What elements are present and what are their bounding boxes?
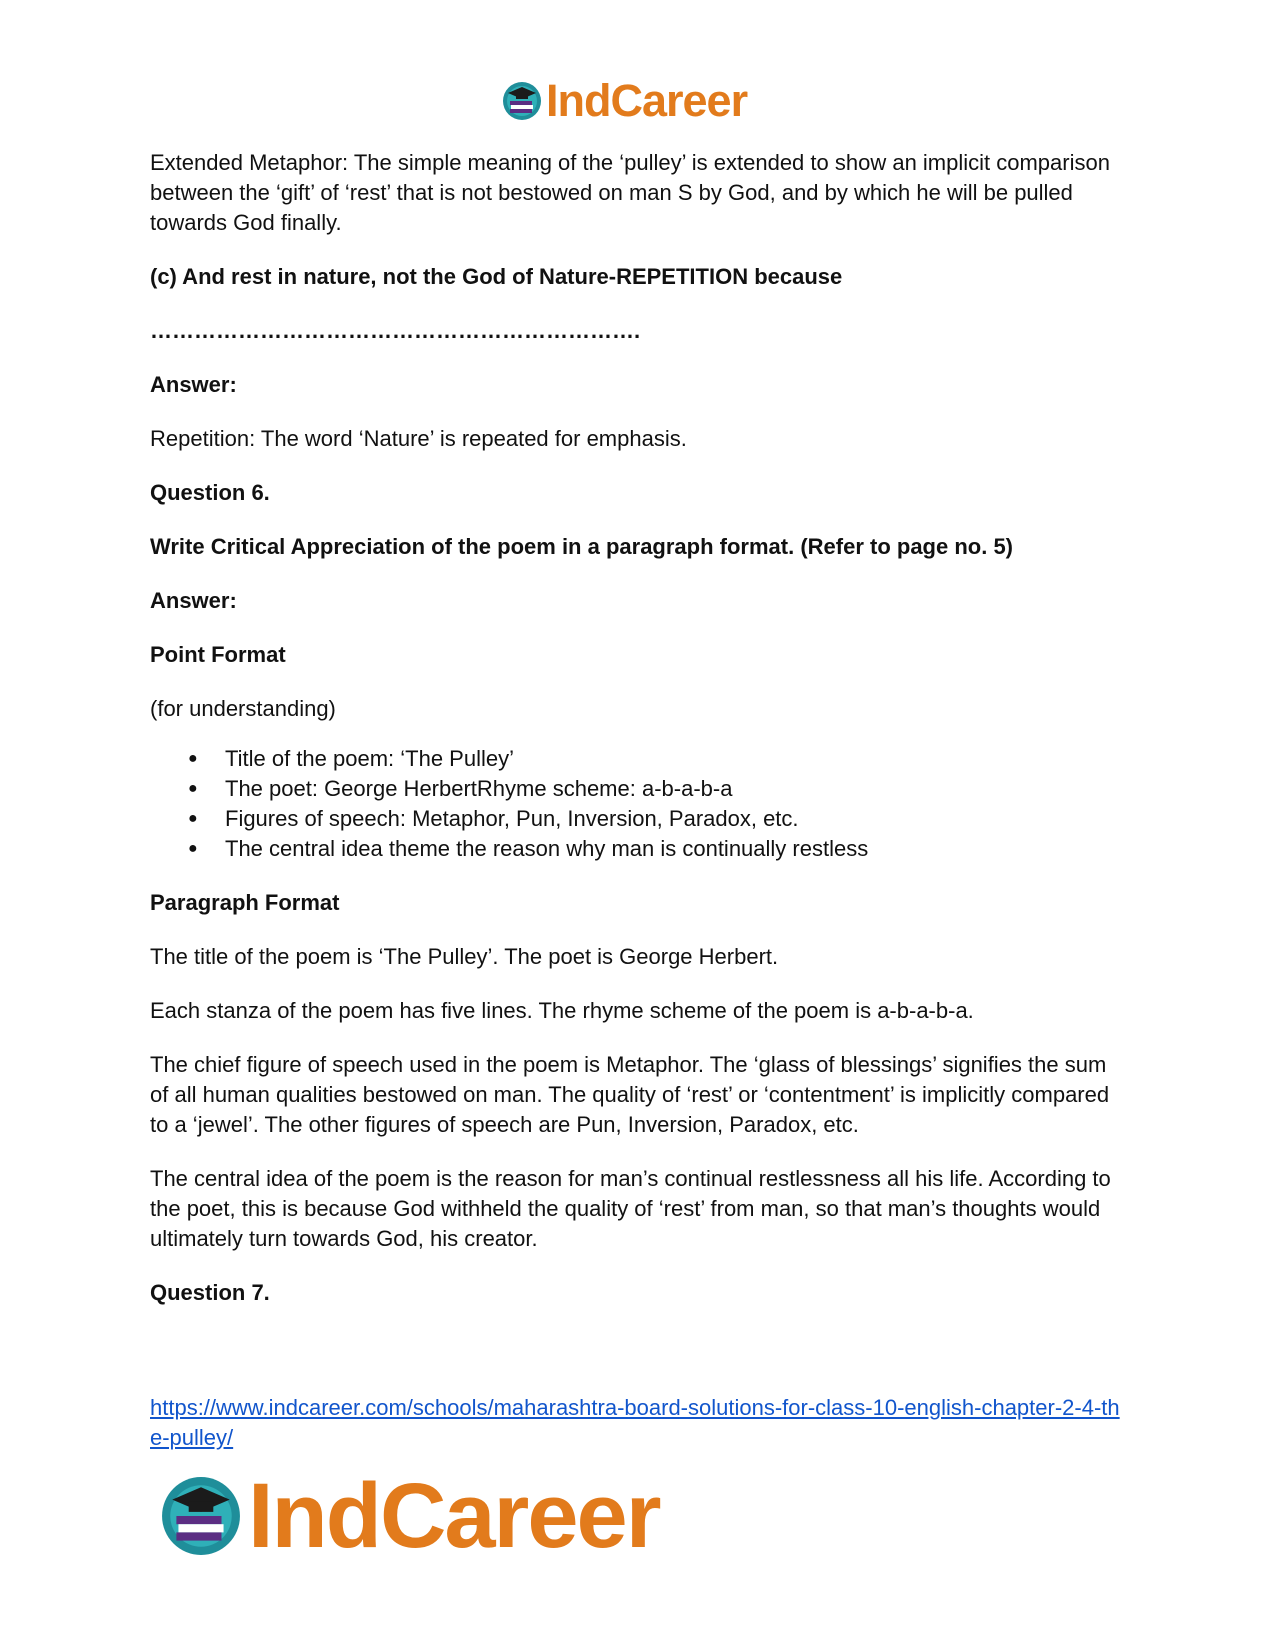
question-6-text: Write Critical Appreciation of the poem in a paragraph format. (Refer to page no. 5) <box>150 534 1014 559</box>
answer-label: Answer: <box>150 372 237 397</box>
graduation-book-icon <box>160 1475 242 1557</box>
header-logo <box>502 75 748 126</box>
list-item: ● Figures of speech: Metaphor, Pun, Inversion, Paradox, etc. <box>225 804 1130 834</box>
list-item: ● Title of the poem: ‘The Pulley’ <box>225 744 1130 774</box>
question-c: (c) And rest in nature, not the God of Nature-REPETITION because <box>150 264 843 289</box>
logo-text: IndCareer <box>546 75 748 126</box>
repetition-answer: Repetition: The word ‘Nature’ is repeated for emphasis. <box>150 426 687 451</box>
document-body <box>150 148 1130 1308</box>
list-item: ● The poet: George HerbertRhyme scheme: a-b-a-b-a <box>225 774 1130 804</box>
point-format-heading: Point Format <box>150 642 286 667</box>
footer-link[interactable]: https://www.indcareer.com/schools/maharashtra-board-solutions-for-class-10-english-chapter-2-4-the-pulley/ <box>150 1395 1120 1450</box>
graduation-book-icon <box>502 81 542 121</box>
question-7-heading: Question 7. <box>150 1280 270 1305</box>
answer-label: Answer: <box>150 588 237 613</box>
figure-of-speech-paragraph: The chief figure of speech used in the poem is Metaphor. The ‘glass of blessings’ signifies the sum of all human qualities bestowed on man. The quality of ‘rest’ or ‘contentment’ is implicitly compared to a ‘jewel’. The other figures of speech are Pun, Inversion, Paradox, etc. <box>150 1052 1110 1137</box>
footer-logo <box>160 1465 660 1567</box>
title-paragraph: The title of the poem is ‘The Pulley’. The poet is George Herbert. <box>150 944 779 969</box>
point-list <box>150 744 1130 864</box>
list-item: ● The central idea theme the reason why man is continually restless <box>225 834 1130 864</box>
answer-blank-dots: …………………………………………………………. <box>150 318 641 343</box>
central-idea-paragraph: The central idea of the poem is the reason for man’s continual restlessness all his life. According to the poet, this is because God withheld the quality of ‘rest’ from man, so that man’s thoughts would ultimately turn towards God, his creator. <box>150 1166 1111 1251</box>
for-understanding-note: (for understanding) <box>150 696 336 721</box>
extended-metaphor-paragraph: Extended Metaphor: The simple meaning of the ‘pulley’ is extended to show an implicit comparison between the ‘gift’ of ‘rest’ that is not bestowed on man S by God, and by which he will be pulled towards God finally. <box>150 150 1110 235</box>
paragraph-format-heading: Paragraph Format <box>150 890 340 915</box>
logo-text: IndCareer <box>248 1465 660 1567</box>
question-6-heading: Question 6. <box>150 480 270 505</box>
stanza-paragraph: Each stanza of the poem has five lines. The rhyme scheme of the poem is a-b-a-b-a. <box>150 998 974 1023</box>
